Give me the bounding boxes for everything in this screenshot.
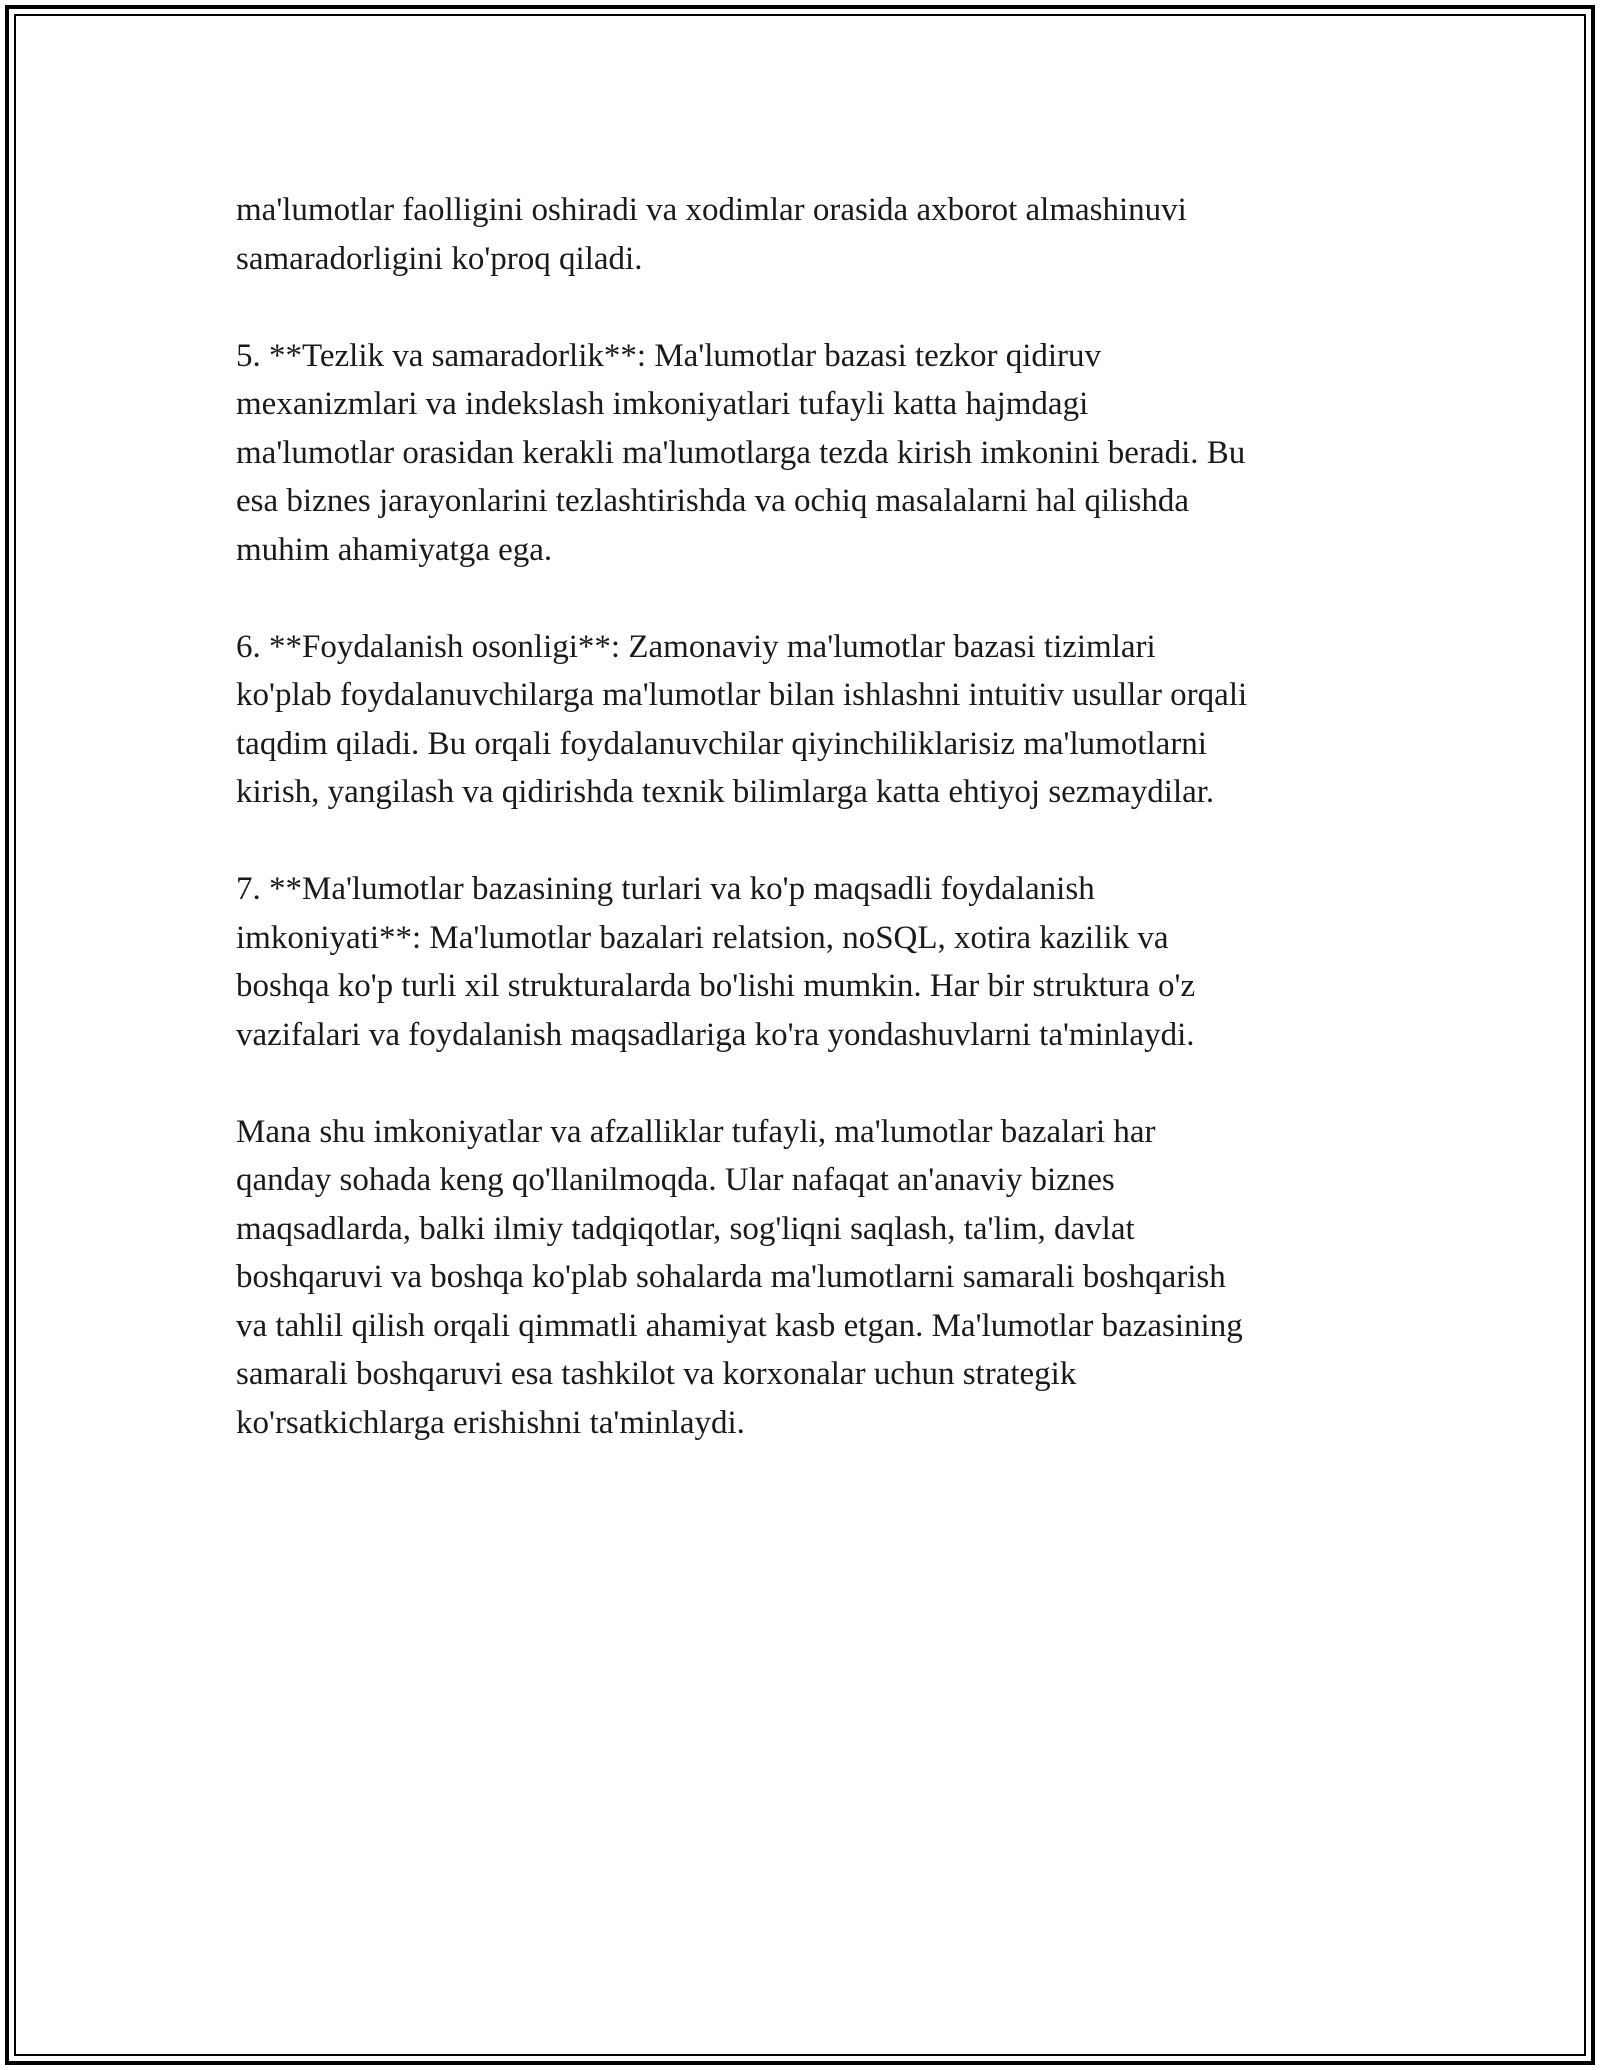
- text-line: 5. **Tezlik va samaradorlik**: Ma'lumotlar bazasi tezkor qidiruv: [236, 337, 1102, 374]
- text-line: maqsadlarda, balki ilmiy tadqiqotlar, sog'liqni saqlash, ta'lim, davlat: [236, 1210, 1135, 1247]
- text-line: vazifalari va foydalanish maqsadlariga ko'ra yondashuvlarni ta'minlaydi.: [236, 1016, 1195, 1053]
- paragraph-conclusion: [236, 1108, 1386, 1448]
- paragraph-intro: [236, 186, 1386, 283]
- text-line: esa biznes jarayonlarini tezlashtirishda va ochiq masalalarni hal qilishda: [236, 483, 1190, 519]
- text-line: ko'plab foydalanuvchilarga ma'lumotlar bilan ishlashni intuitiv usullar orqali: [236, 677, 1248, 713]
- text-line: kirish, yangilash va qidirishda texnik bilimlarga katta ehtiyoj sezmaydilar.: [236, 774, 1215, 810]
- text-line: Mana shu imkoniyatlar va afzalliklar tufayli, ma'lumotlar bazalari har: [236, 1113, 1156, 1150]
- text-line: ma'lumotlar orasidan kerakli ma'lumotlarga tezda kirish imkonini beradi. Bu: [236, 434, 1246, 471]
- text-line: va tahlil qilish orqali qimmatli ahamiyat kasb etgan. Ma'lumotlar bazasining: [236, 1307, 1243, 1344]
- text-line: boshqa ko'p turli xil strukturalarda bo'lishi mumkin. Har bir struktura o'z: [236, 968, 1196, 1004]
- text-line: samaradorligini ko'proq qiladi.: [236, 240, 643, 277]
- text-line: mexanizmlari va indekslash imkoniyatlari tufayli katta hajmdagi: [236, 386, 1089, 422]
- text-line: ma'lumotlar faolligini oshiradi va xodimlar orasida axborot almashinuvi: [236, 192, 1187, 228]
- text-line: 6. **Foydalanish osonligi**: Zamonaviy ma'lumotlar bazasi tizimlari: [236, 628, 1156, 665]
- paragraph-item-6: [236, 623, 1386, 817]
- text-line: taqdim qiladi. Bu orqali foydalanuvchilar qiyinchiliklarisiz ma'lumotlarni: [236, 725, 1207, 762]
- document-body: [236, 186, 1386, 1496]
- text-line: ko'rsatkichlarga erishishni ta'minlaydi.: [236, 1404, 745, 1441]
- text-line: imkoniyati**: Ma'lumotlar bazalari relatsion, noSQL, xotira kazilik va: [236, 919, 1169, 956]
- text-line: qanday sohada keng qo'llanilmoqda. Ular nafaqat an'anaviy biznes: [236, 1162, 1115, 1198]
- text-line: muhim ahamiyatga ega.: [236, 531, 553, 568]
- paragraph-item-5: [236, 332, 1386, 575]
- text-line: 7. **Ma'lumotlar bazasining turlari va ko'p maqsadli foydalanish: [236, 871, 1095, 907]
- text-line: samarali boshqaruvi esa tashkilot va korxonalar uchun strategik: [236, 1356, 1077, 1392]
- paragraph-item-7: [236, 865, 1386, 1059]
- text-line: boshqaruvi va boshqa ko'plab sohalarda ma'lumotlarni samarali boshqarish: [236, 1259, 1226, 1295]
